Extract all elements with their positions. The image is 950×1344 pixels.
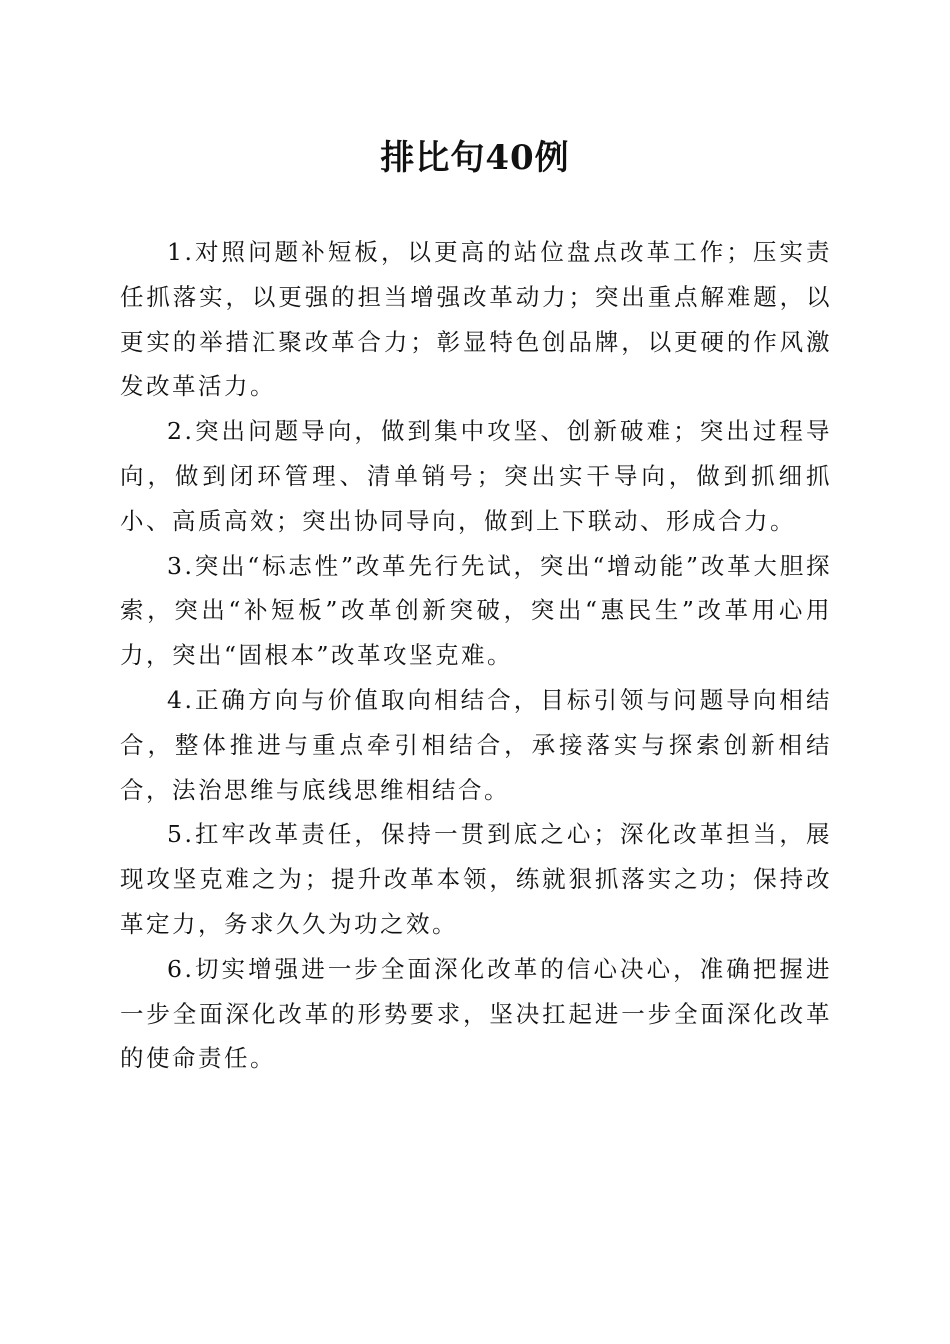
paragraph-6: 6.切实增强进一步全面深化改革的信心决心，准确把握进一步全面深化改革的形势要求，坚决扛起进一步全面深化改革的使命责任。 [120,954,832,1073]
paragraph-2: 2.突出问题导向，做到集中攻坚、创新破难；突出过程导向，做到闭环管理、清单销号；突出实干导向，做到抓细抓小、高质高效；突出协同导向，做到上下联动、形成合力。 [120,417,832,535]
paragraph-5: 5.扛牢改革责任，保持一贯到底之心；深化改革担当，展现攻坚克难之为；提升改革本领，练就狠抓落实之功；保持改革定力，务求久久为功之效。 [120,820,832,938]
document-body [120,230,832,1081]
paragraph-1: 1.对照问题补短板，以更高的站位盘点改革工作；压实责任抓落实，以更强的担当增强改革动力；突出重点解难题，以更实的举措汇聚改革合力；彰显特色创品牌，以更硬的作风激发改革活力。 [120,238,832,401]
document-title: 排比句40例 [380,138,570,178]
paragraph-4: 4.正确方向与价值取向相结合，目标引领与问题导向相结合，整体推进与重点牵引相结合，承接落实与探索创新相结合，法治思维与底线思维相结合。 [120,685,832,804]
paragraph-3: 3.突出“标志性”改革先行先试，突出“增动能”改革大胆探索，突出“补短板”改革创新突破，突出“惠民生”改革用心用力，突出“固根本”改革攻坚克难。 [120,551,832,670]
